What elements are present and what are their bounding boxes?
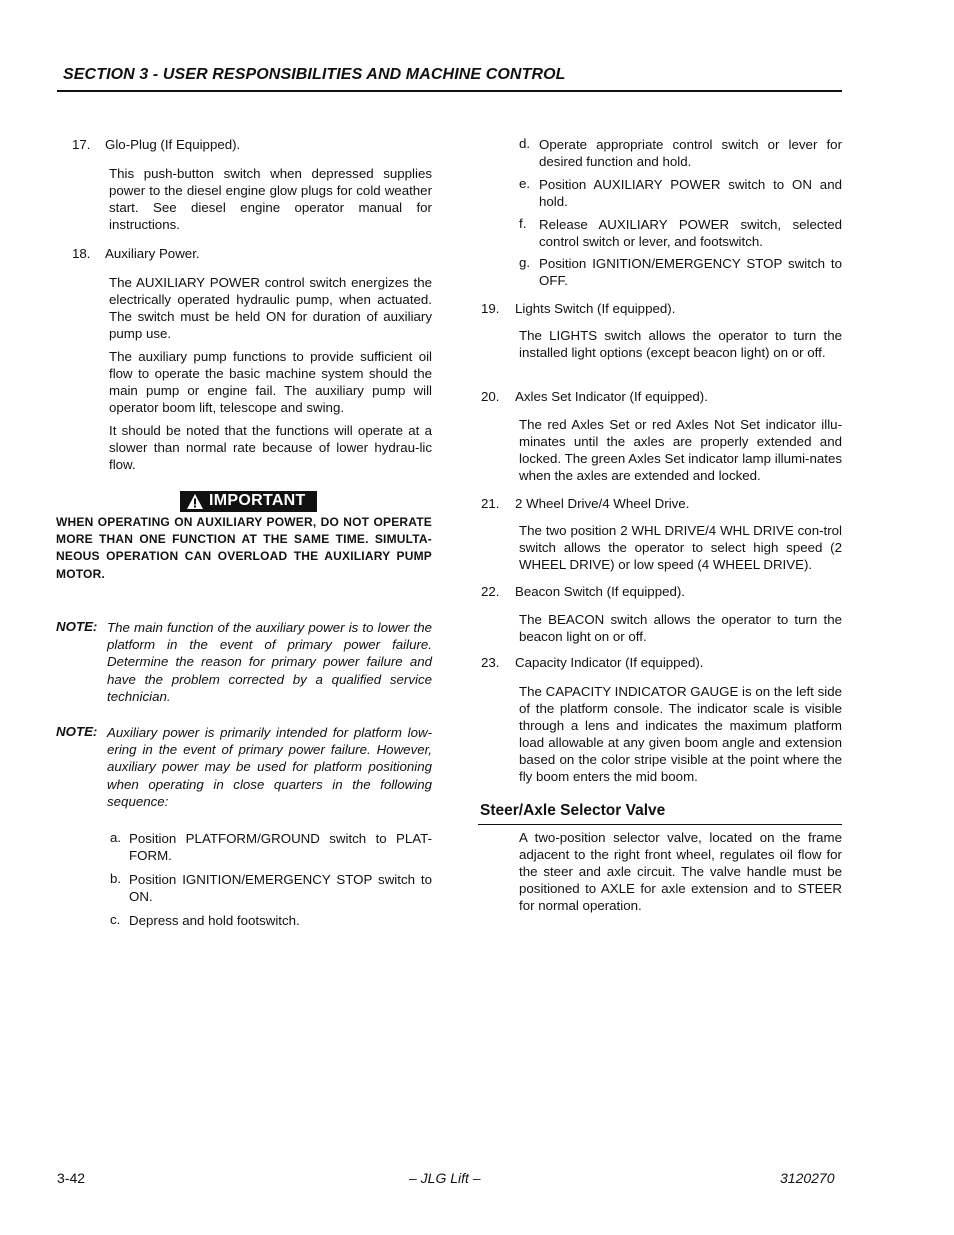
step-d-text: Operate appropriate control switch or lever for desired function and hold. xyxy=(539,137,842,169)
section-title: SECTION 3 - USER RESPONSIBILITIES AND MACHINE CONTROL xyxy=(63,66,566,83)
item-21-title: 2 Wheel Drive/4 Wheel Drive. xyxy=(515,496,690,511)
item-23-title: Capacity Indicator (If equipped). xyxy=(515,655,704,670)
item-18-number: 18. xyxy=(72,246,91,261)
step-e-text: Position AUXILIARY POWER switch to ON and hold. xyxy=(539,177,842,209)
item-20-number: 20. xyxy=(481,389,500,404)
item-19-number: 19. xyxy=(481,301,500,316)
note-2-label: NOTE: xyxy=(56,724,98,739)
step-c-letter: c. xyxy=(110,912,121,927)
item-20-title: Axles Set Indicator (If equipped). xyxy=(515,389,708,404)
step-a-letter: a. xyxy=(110,830,122,845)
item-18-title: Auxiliary Power. xyxy=(105,246,200,261)
step-e-letter: e. xyxy=(519,176,531,191)
item-18-paragraph-1: The AUXILIARY POWER control switch energizes the electrically operated hydraulic pump, when actuated. The switch must be held ON for duration of auxiliary pump use. xyxy=(109,275,432,341)
note-2-text: Auxiliary power is primarily intended for platform low-ering in the event of primary power failure. However, auxiliary power may be used for platform positioning when operating in close quarters in the following sequence: xyxy=(107,725,432,809)
item-19-text: The LIGHTS switch allows the operator to turn the installed light options (except beacon light) on or off. xyxy=(519,328,842,360)
step-f-letter: f. xyxy=(519,216,527,231)
step-g-letter: g. xyxy=(519,255,531,270)
item-22-title: Beacon Switch (If equipped). xyxy=(515,584,686,599)
item-17-text: This push-button switch when depressed supplies power to the diesel engine glow plugs for cold weather start. See diesel engine operator manual for instructions. xyxy=(109,166,432,232)
item-20-text: The red Axles Set or red Axles Not Set indicator illu-minates until the axles are properly extended and locked. The green Axles Set indicator lamp illumi-nates when the axles are extended and locked. xyxy=(519,417,842,483)
step-b-text: Position IGNITION/EMERGENCY STOP switch to ON. xyxy=(129,872,432,904)
important-label: IMPORTANT xyxy=(209,492,306,509)
document-number: 3120270 xyxy=(780,1170,835,1186)
item-22-number: 22. xyxy=(481,584,500,599)
item-18-paragraph-2: The auxiliary pump functions to provide sufficient oil flow to operate the basic machine system should the main pump or engine fail. The auxiliary pump will operator boom lift, telescope and swing. xyxy=(109,349,432,415)
subsection-heading: Steer/Axle Selector Valve xyxy=(480,802,666,819)
item-19-title: Lights Switch (If equipped). xyxy=(515,301,676,316)
item-18-paragraph-3: It should be noted that the functions will operate at a slower than normal rate because of lower hydrau-lic flow. xyxy=(109,423,432,472)
item-17-title: Glo-Plug (If Equipped). xyxy=(105,137,241,152)
subsection-rule xyxy=(478,824,842,825)
step-d-letter: d. xyxy=(519,136,531,151)
footer-center: – JLG Lift – xyxy=(409,1170,481,1186)
item-22-text: The BEACON switch allows the operator to turn the beacon light on or off. xyxy=(519,612,842,644)
item-23-text: The CAPACITY INDICATOR GAUGE is on the left side of the platform console. The indicator scale is visible through a lens and indicates the maximum platform load allowable at any given boom angle and extension based on the color stripe visible at the point where the fly boom enters the mid boom. xyxy=(519,684,842,784)
item-21-text: The two position 2 WHL DRIVE/4 WHL DRIVE con-trol switch allows the operator to select high speed (2 WHEEL DRIVE) or low speed (4 WHEEL DRIVE). xyxy=(519,523,842,572)
note-1-label: NOTE: xyxy=(56,619,98,634)
item-17-number: 17. xyxy=(72,137,91,152)
step-g-text: Position IGNITION/EMERGENCY STOP switch to OFF. xyxy=(539,256,842,288)
step-a-text: Position PLATFORM/GROUND switch to PLAT-FORM. xyxy=(129,831,432,863)
important-banner xyxy=(180,491,317,512)
item-23-number: 23. xyxy=(481,655,500,670)
header-rule xyxy=(57,90,842,92)
item-21-number: 21. xyxy=(481,496,500,511)
page-number: 3-42 xyxy=(57,1170,86,1186)
step-f-text: Release AUXILIARY POWER switch, selected control switch or lever, and footswitch. xyxy=(539,217,842,249)
warning-triangle-icon xyxy=(186,493,204,510)
important-warning-text: WHEN OPERATING ON AUXILIARY POWER, DO NOT OPERATE MORE THAN ONE FUNCTION AT THE SAME TIME. SIMULTA-NEOUS OPERATION CAN OVERLOAD THE AUXILIARY PUMP MOTOR. xyxy=(56,515,432,581)
step-b-letter: b. xyxy=(110,871,122,886)
step-c-text: Depress and hold footswitch. xyxy=(129,913,300,928)
note-1-text: The main function of the auxiliary power is to lower the platform in the event of primary power failure. Determine the reason for primary power failure and have the problem corrected by a qualified service technician. xyxy=(107,620,432,704)
subsection-text: A two-position selector valve, located on the frame adjacent to the right front wheel, regulates oil flow for the steer and axle circuit. The valve handle must be positioned to AXLE for axle extension and to STEER for normal operation. xyxy=(519,830,842,913)
